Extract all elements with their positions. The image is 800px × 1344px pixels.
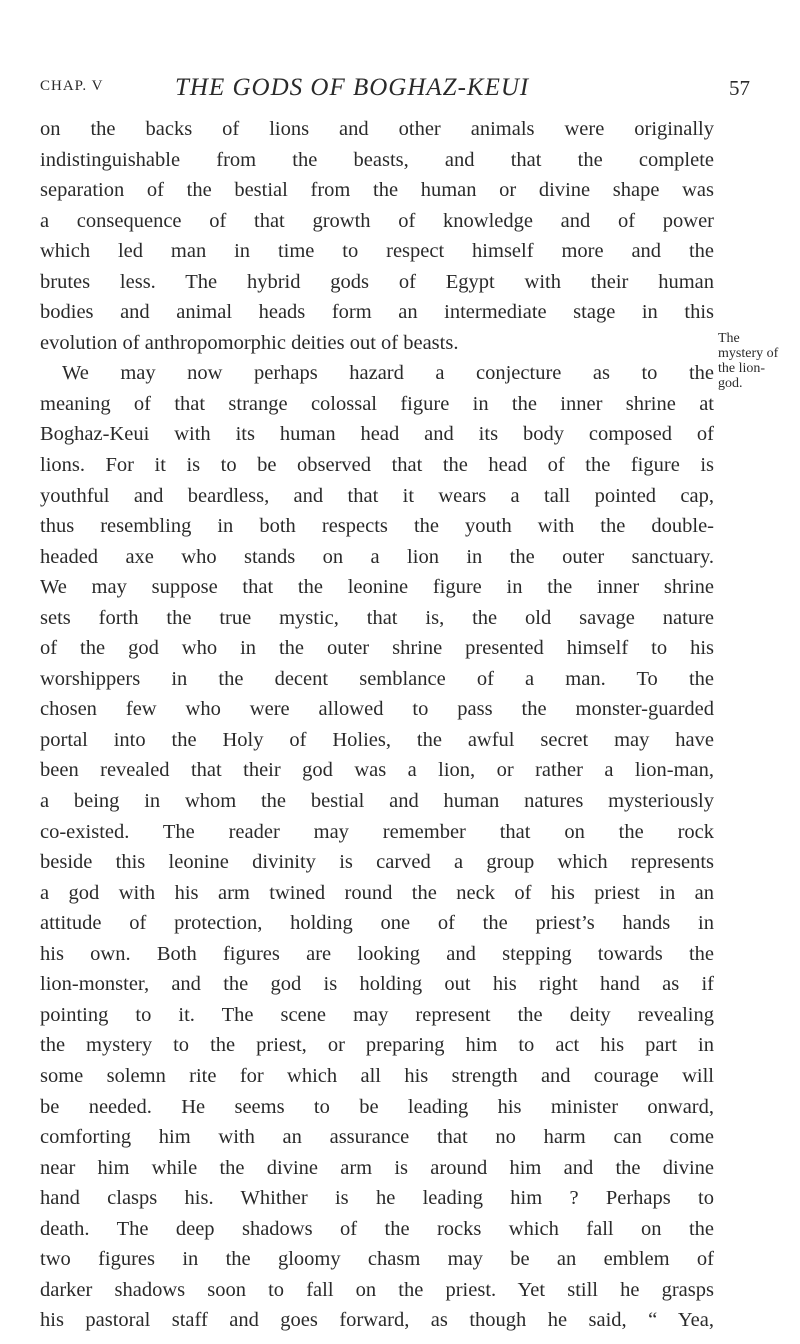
text-line: meaning of that strange colossal figure in the inner shrine at	[40, 392, 714, 415]
text-line: attitude of protection, holding one of the priest’s hands in	[40, 912, 714, 935]
text-line: a god with his arm twined round the neck of his priest in an	[40, 881, 714, 904]
text-line: some solemn rite for which all his strength and courage will	[40, 1064, 714, 1087]
text-line: youthful and beardless, and that it wears a tall pointed cap,	[40, 484, 714, 507]
text-line: a being in whom the bestial and human natures mysteriously	[40, 790, 714, 813]
text-line: death. The deep shadows of the rocks which fall on the	[40, 1217, 714, 1240]
margin-note-line: the lion-	[718, 361, 766, 376]
text-line: near him while the divine arm is around him and the divine	[40, 1156, 714, 1179]
text-line: two figures in the gloomy chasm may be an emblem of	[40, 1248, 714, 1271]
text-line: thus resembling in both respects the youth with the double-	[40, 515, 714, 538]
text-line: indistinguishable from the beasts, and that the complete	[40, 148, 714, 171]
text-line: his own. Both figures are looking and stepping towards the	[40, 942, 714, 965]
text-line: lions. For it is to be observed that the head of the figure is	[40, 454, 714, 477]
text-line: headed axe who stands on a lion in the outer sanctuary.	[40, 545, 714, 568]
text-line: his pastoral staff and goes forward, as though he said, “ Yea,	[40, 1309, 714, 1332]
text-line: co-existed. The reader may remember that on the rock	[40, 820, 714, 843]
text-line: comforting him with an assurance that no harm can come	[40, 1126, 714, 1149]
text-line: lion-monster, and the god is holding out his right hand as if	[40, 973, 714, 996]
text-line: worshippers in the decent semblance of a man. To the	[40, 667, 714, 690]
text-line: evolution of anthropomorphic deities out of beasts.	[40, 331, 459, 354]
text-line: brutes less. The hybrid gods of Egypt with their human	[40, 270, 714, 293]
text-line: sets forth the true mystic, that is, the old savage nature	[40, 606, 714, 629]
body-text	[40, 114, 714, 1336]
text-line: beside this leonine divinity is carved a group which represents	[40, 851, 714, 874]
margin-note-line: god.	[718, 376, 743, 391]
text-line: hand clasps his. Whither is he leading him ? Perhaps to	[40, 1187, 714, 1210]
text-line: the mystery to the priest, or preparing him to act his part in	[40, 1034, 714, 1057]
text-line: of the god who in the outer shrine presented himself to his	[40, 637, 714, 660]
text-line: be needed. He seems to be leading his minister onward,	[40, 1095, 714, 1118]
text-line: We may suppose that the leonine figure in the inner shrine	[40, 576, 714, 599]
text-line: bodies and animal heads form an intermediate stage in this	[40, 301, 714, 324]
text-line: portal into the Holy of Holies, the awful secret may have	[40, 728, 714, 751]
text-line: been revealed that their god was a lion, or rather a lion-man,	[40, 759, 714, 782]
page-number: 57	[729, 76, 750, 100]
margin-note	[718, 331, 780, 391]
chapter-label: CHAP. V	[40, 78, 104, 94]
text-line: We may now perhaps hazard a conjecture as to the	[62, 362, 714, 385]
text-line: on the backs of lions and other animals were originally	[40, 118, 714, 140]
text-line: a consequence of that growth of knowledge and of power	[40, 209, 714, 232]
running-title: THE GODS OF BOGHAZ-KEUI	[175, 74, 530, 101]
text-line: chosen few who were allowed to pass the monster-guarded	[40, 698, 714, 721]
margin-note-line: The	[718, 331, 740, 346]
text-line: separation of the bestial from the human or divine shape was	[40, 179, 714, 202]
margin-note-line: mystery of	[718, 346, 779, 361]
text-line: Boghaz-Keui with its human head and its body composed of	[40, 423, 714, 446]
text-line: which led man in time to respect himself more and the	[40, 240, 714, 263]
text-line: pointing to it. The scene may represent the deity revealing	[40, 1003, 714, 1026]
running-head	[40, 74, 750, 104]
text-line: darker shadows soon to fall on the priest. Yet still he grasps	[40, 1278, 714, 1301]
